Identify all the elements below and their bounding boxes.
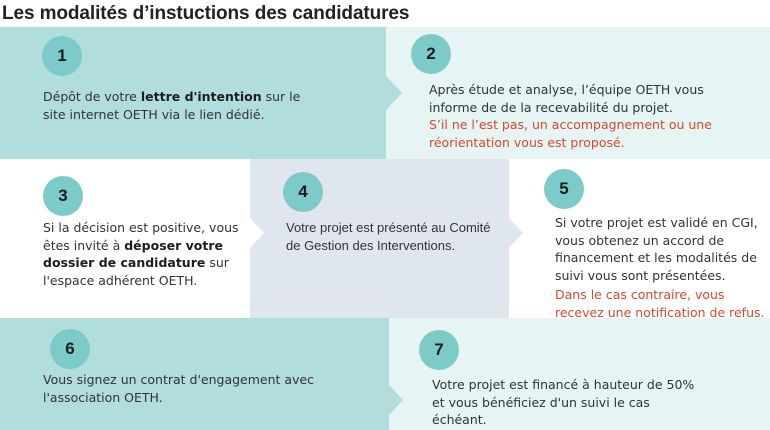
arrow-right-icon — [389, 385, 403, 415]
step-1-text — [43, 88, 313, 123]
step-3-text — [43, 219, 243, 289]
step-5-text — [555, 214, 765, 321]
step-number-7: 7 — [419, 330, 459, 370]
step-7-text: Votre projet est financé à hauteur de 50% et vous bénéficiez d'un suivi le cas échéant. — [432, 377, 695, 427]
step-number-5: 5 — [544, 169, 584, 209]
step-5-text-red: Dans le cas contraire, vous recevez une notification de refus. — [555, 287, 765, 320]
step-number-6: 6 — [50, 329, 90, 369]
step-6-text: Vous signez un contrat d'engagement avec l'association OETH. — [43, 372, 315, 405]
step-1-text-after: sur le site internet OETH via le lien dédié. — [43, 89, 301, 122]
arrow-right-icon — [509, 218, 523, 248]
arrow-right-icon — [250, 218, 264, 248]
step-3-text-bold: déposer votre dossier de candidature — [43, 237, 223, 270]
step-number-1: 1 — [42, 36, 82, 76]
step-5-text-main: Si votre projet est validé en CGI, vous obtenez un accord de financement et les modalités de suivi vous sont présentées. — [555, 215, 758, 283]
page-title: Les modalités d’instuctions des candidatures — [2, 3, 410, 24]
arrow-right-icon — [386, 76, 402, 110]
step-3-text-before: Si la décision est positive, vous êtes invité à — [43, 220, 239, 253]
step-2-text-main: Après étude et analyse, l’équipe OETH vous informe de de la recevabilité du projet. — [429, 82, 704, 115]
step-1-text-before: Dépôt de votre — [43, 89, 141, 104]
step-number-3: 3 — [43, 176, 83, 216]
step-number-2: 2 — [411, 34, 451, 74]
step-number-4: 4 — [283, 172, 323, 212]
step-2-text-red: S’il ne l’est pas, un accompagnement ou une réorientation vous est proposé. — [429, 117, 712, 150]
step-4-text: Votre projet est présenté au Comité de Gestion des Interventions. — [286, 220, 491, 253]
step-3-text-after: sur l'espace adhérent OETH. — [43, 255, 229, 288]
step-1-text-bold: lettre d'intention — [140, 89, 262, 104]
step-2-text — [429, 81, 729, 151]
